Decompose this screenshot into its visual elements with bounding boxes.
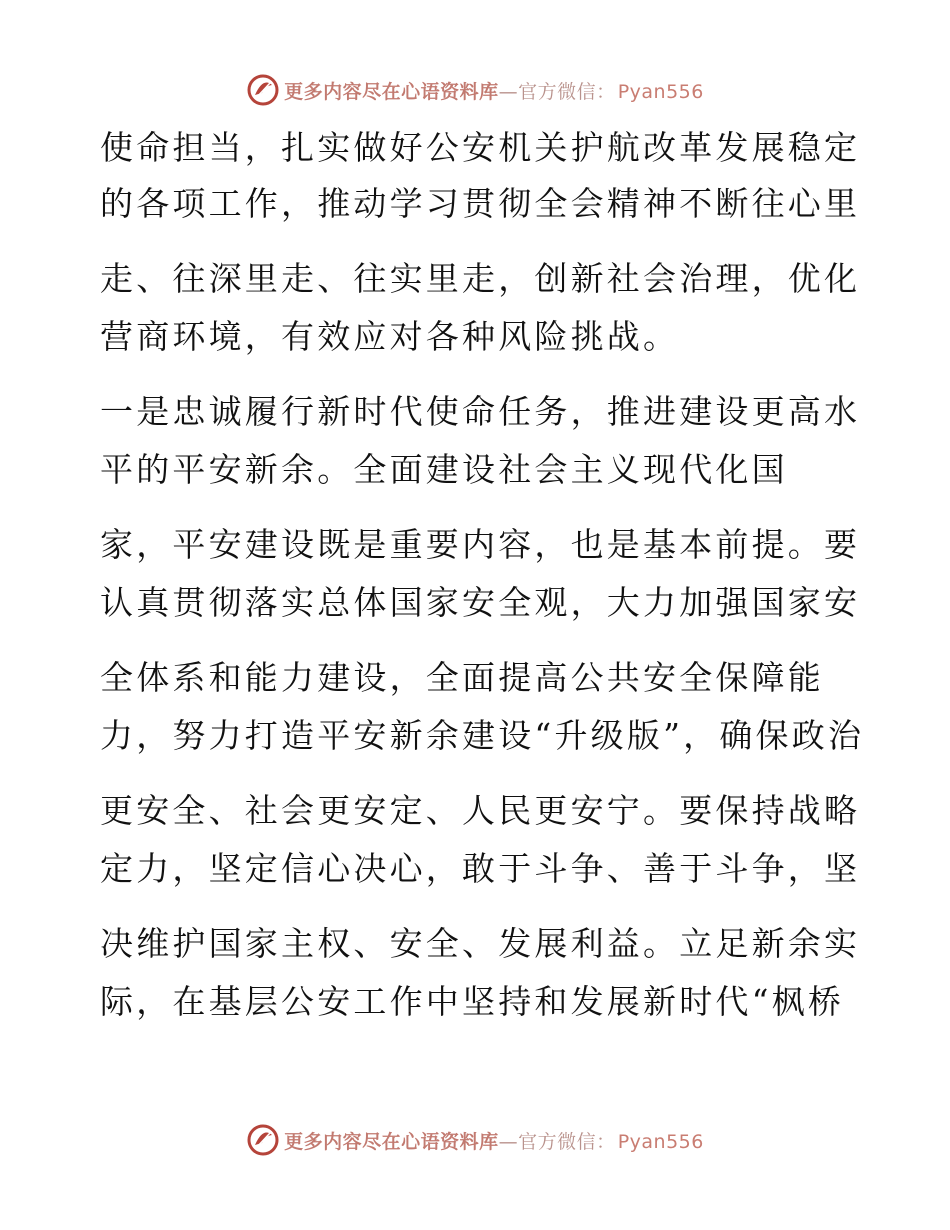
body-line-7: 家，平安建设既是重要内容，也是基本前提。要 <box>100 525 861 564</box>
brand-logo-icon <box>246 1123 280 1157</box>
watermark-wechat-id: Pyan556 <box>617 80 704 103</box>
watermark-text <box>284 1127 704 1154</box>
body-line-10: 力，努力打造平安新余建设“升级版”，确保政治 <box>100 716 865 755</box>
watermark-wechat-label: 官方微信： <box>518 1130 616 1153</box>
body-line-2: 的各项工作，推动学习贯彻全会精神不断往心里 <box>100 184 861 223</box>
watermark-dash: — <box>498 80 519 103</box>
header-watermark <box>0 70 950 110</box>
body-line-9: 全体系和能力建设，全面提高公共安全保障能 <box>100 658 824 697</box>
watermark-brand: 更多内容尽在心语资料库 <box>284 1130 499 1153</box>
body-line-3: 走、往深里走、往实里走，创新社会治理，优化 <box>100 259 861 298</box>
watermark-dash: — <box>498 1130 519 1153</box>
body-line-12: 定力，坚定信心决心，敢于斗争、善于斗争，坚 <box>100 849 861 888</box>
footer-watermark <box>0 1120 950 1160</box>
body-line-6: 平的平安新余。全面建设社会主义现代化国 <box>100 450 788 489</box>
watermark-wechat-id: Pyan556 <box>617 1130 704 1153</box>
body-line-5: 一是忠诚履行新时代使命任务，推进建设更高水 <box>100 392 861 431</box>
body-line-14: 际，在基层公安工作中坚持和发展新时代“枫桥 <box>100 982 845 1021</box>
body-line-8: 认真贯彻落实总体国家安全观，大力加强国家安 <box>100 583 861 622</box>
watermark-wechat-label: 官方微信： <box>518 80 616 103</box>
body-line-11: 更安全、社会更安定、人民更安宁。要保持战略 <box>100 791 861 830</box>
body-line-13: 决维护国家主权、安全、发展利益。立足新余实 <box>100 924 861 963</box>
body-line-4: 营商环境，有效应对各种风险挑战。 <box>100 317 680 356</box>
body-line-1: 使命担当，扎实做好公安机关护航改革发展稳定 <box>100 128 861 167</box>
watermark-text <box>284 77 704 104</box>
brand-logo-icon <box>246 73 280 107</box>
watermark-brand: 更多内容尽在心语资料库 <box>284 80 499 103</box>
